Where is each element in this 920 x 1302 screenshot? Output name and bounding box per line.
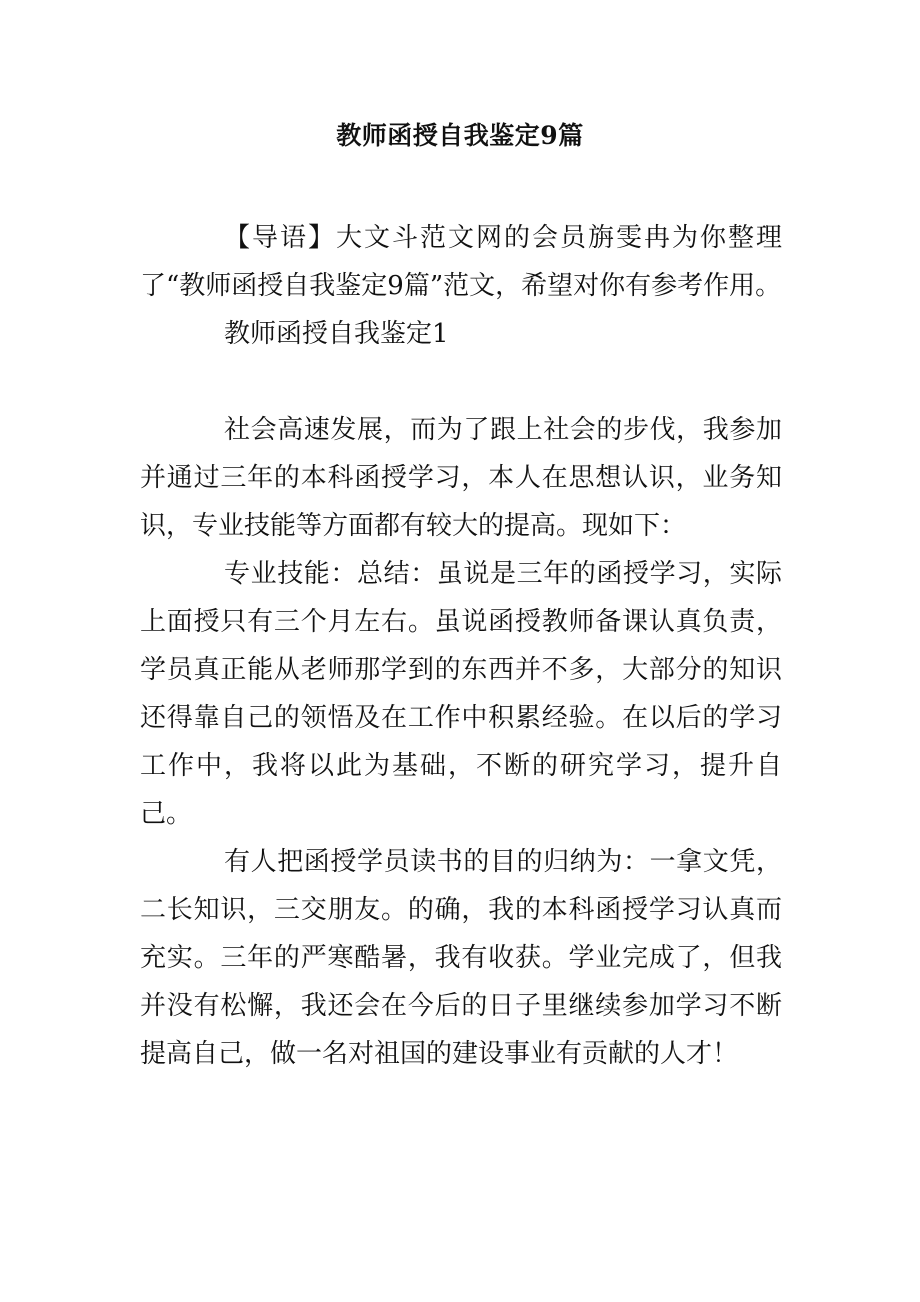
intro-paragraph: 【导语】大文斗范文网的会员旃雯冉为你整理了“教师函授自我鉴定9篇”范文，希望对你有参考作用。 (140, 223, 782, 301)
body-paragraph-3: 有人把函授学员读书的目的归纳为：一拿文凭，二长知识，三交朋友。的确，我的本科函授学习认真而充实。三年的严寒酷暑，我有收获。学业完成了，但我并没有松懈，我还会在今后的日子里继续参加学习不断提高自己，做一名对祖国的建设事业有贡献的人才！ (140, 847, 782, 1069)
section-heading-1: 教师函授自我鉴定1 (224, 319, 449, 349)
body-paragraph-1: 社会高速发展，而为了跟上社会的步伐，我参加并通过三年的本科函授学习，本人在思想认识，业务知识，专业技能等方面都有较大的提高。现如下： (140, 415, 782, 541)
document-body (140, 214, 782, 1078)
body-paragraph-2: 专业技能：总结：虽说是三年的函授学习，实际上面授只有三个月左右。虽说函授教师备课认真负责，学员真正能从老师那学到的东西并不多，大部分的知识还得靠自己的领悟及在工作中积累经验。在以后的学习工作中，我将以此为基础，不断的研究学习，提升自己。 (140, 559, 782, 829)
document-title: 教师函授自我鉴定9篇 (336, 121, 584, 150)
